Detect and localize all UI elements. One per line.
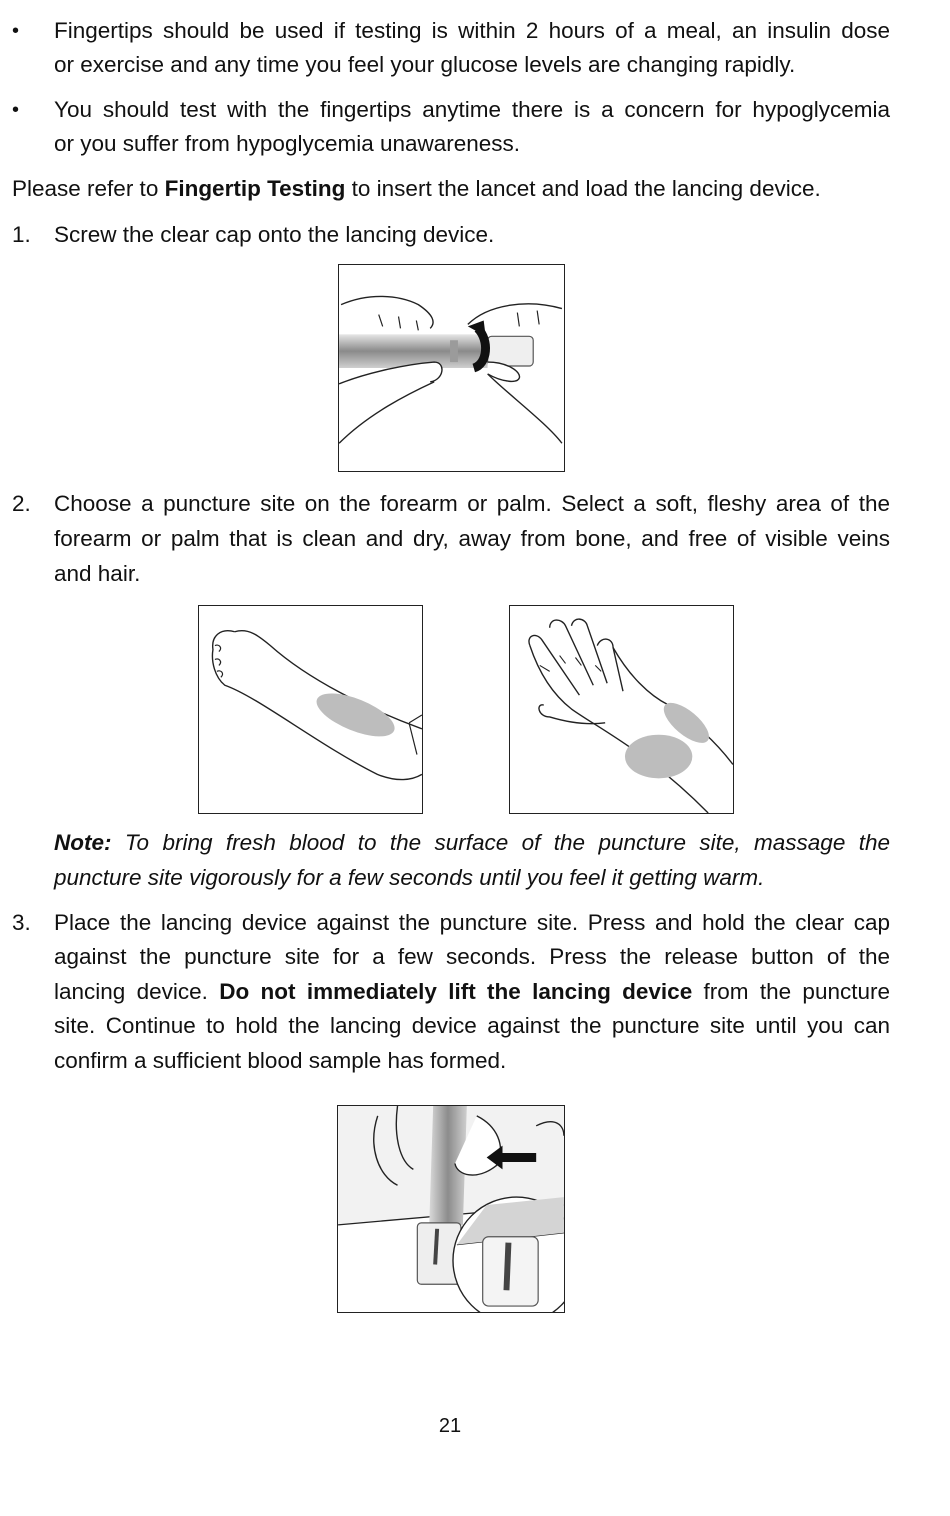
bullet-2-line-1: You should test with the fingertips anytime there is a concern for hypoglycemia: [54, 97, 890, 122]
step-3-line-4: site. Continue to hold the lancing device against the puncture site until you can: [54, 1013, 890, 1038]
step-2-line-2: forearm or palm that is clean and dry, away from bone, and free of visible veins: [54, 526, 890, 551]
step-3-line-3: [54, 975, 890, 1010]
bullet-2-line-2: or you suffer from hypoglycemia unawareness.: [54, 131, 521, 156]
step-2-number: 2.: [12, 491, 31, 516]
step-3-line-3-suffix: from the puncture: [692, 979, 890, 1004]
forearm-site-illustration: [198, 605, 423, 814]
refer-paragraph: [12, 172, 821, 207]
bullet-marker: •: [12, 20, 20, 42]
refer-suffix: to insert the lancet and load the lancing device.: [345, 176, 821, 201]
step-1-text: Screw the clear cap onto the lancing device.: [54, 222, 495, 247]
step-2-line-1: Choose a puncture site on the forearm or palm. Select a soft, fleshy area of the: [54, 491, 890, 516]
palm-site-illustration: [509, 605, 734, 814]
refer-prefix: Please refer to: [12, 176, 165, 201]
step-3-line-2: against the puncture site for a few seconds. Press the release button of the: [54, 944, 890, 969]
page-number: 21: [438, 1415, 462, 1437]
step-2-line-3: and hair.: [54, 561, 141, 586]
step-3-line-1: Place the lancing device against the puncture site. Press and hold the clear cap: [54, 910, 890, 935]
screw-cap-illustration: [338, 264, 565, 472]
bullet-marker: •: [12, 99, 20, 121]
step-3-line-5: confirm a sufficient blood sample has formed.: [54, 1048, 507, 1073]
note-text-2: puncture site vigorously for a few seconds until you feel it getting warm.: [54, 865, 765, 890]
note-text-1: To bring fresh blood to the surface of the puncture site, massage the: [111, 830, 890, 855]
note-label: Note:: [54, 830, 112, 855]
bullet-1-line-1: Fingertips should be used if testing is within 2 hours of a meal, an insulin dose: [54, 18, 890, 43]
step-3-warning: Do not immediately lift the lancing device: [219, 979, 693, 1004]
note-line-2: [54, 861, 890, 896]
step-3-line-3-prefix: lancing device.: [54, 979, 220, 1004]
note-line-1: [54, 826, 890, 861]
press-device-illustration: [337, 1105, 565, 1313]
bullet-1-line-2: or exercise and any time you feel your glucose levels are changing rapidly.: [54, 52, 796, 77]
fingertip-testing-reference: Fingertip Testing: [164, 176, 346, 201]
step-1-number: 1.: [12, 222, 31, 247]
step-3-number: 3.: [12, 910, 31, 935]
